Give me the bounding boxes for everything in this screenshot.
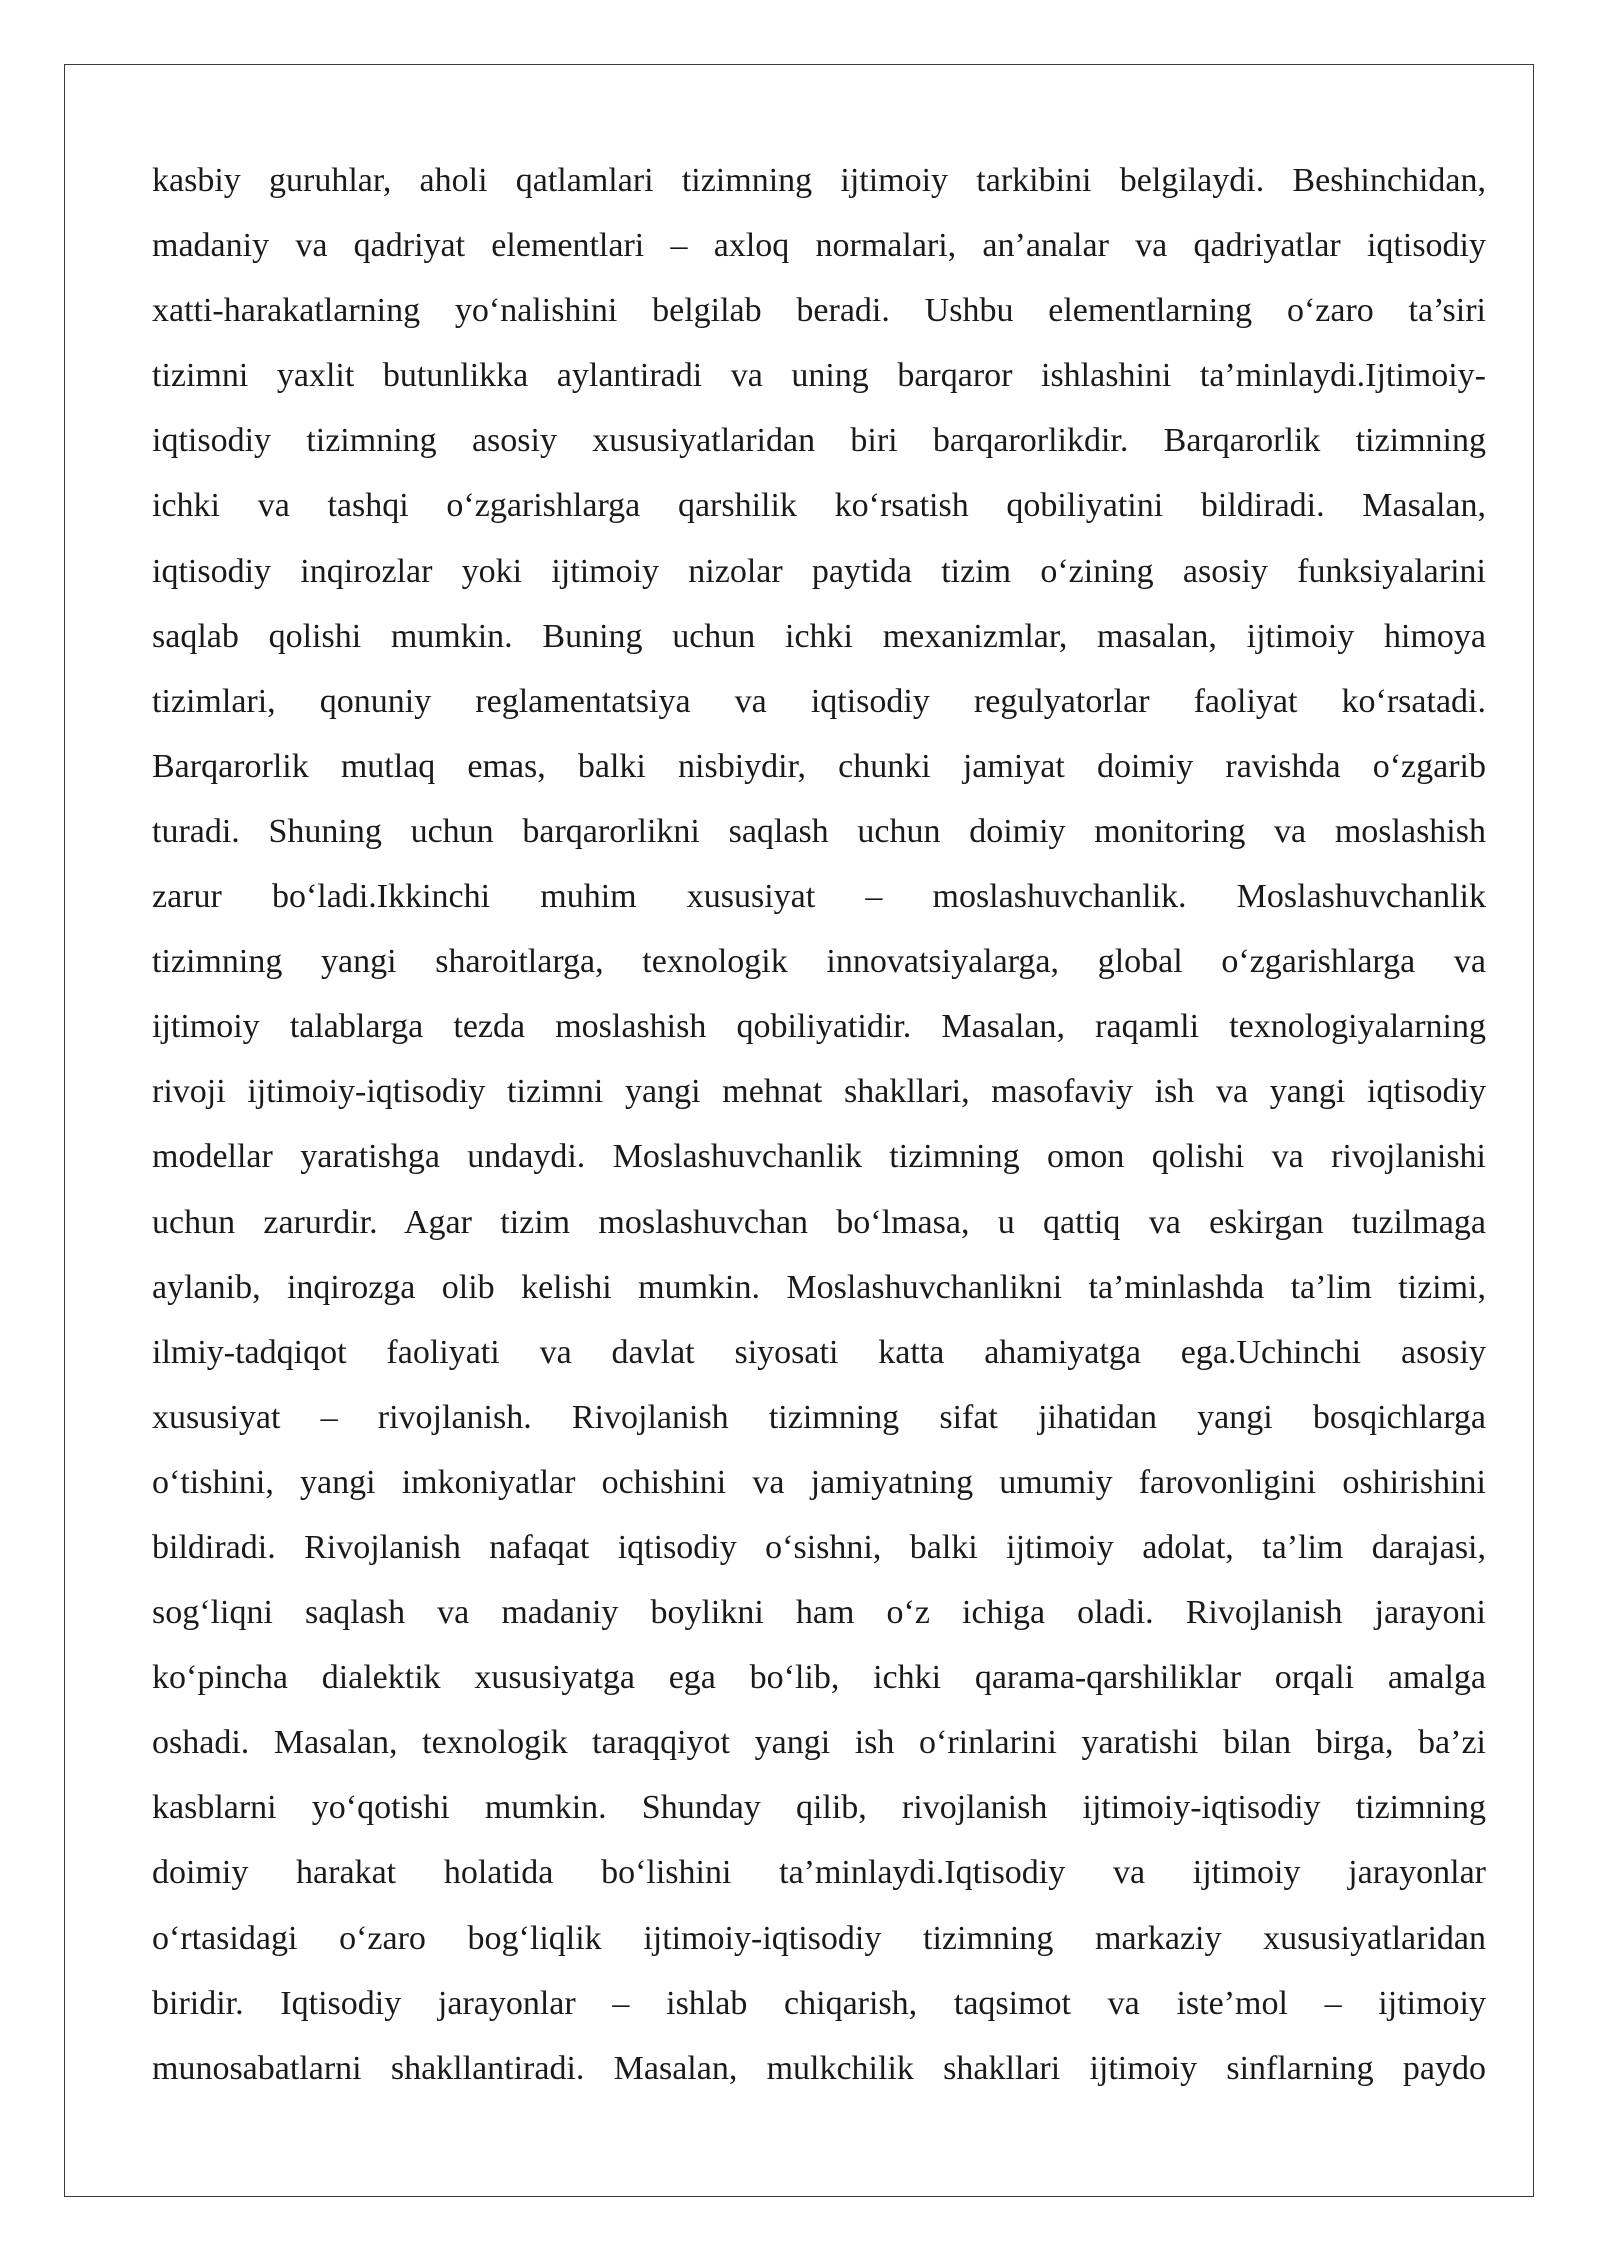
text-line-25: oshadi. Masalan, texnologik taraqqiyot yangi ish o‘rinlarini yaratishi bilan birga, ba’zi xyxy=(152,1724,1486,1762)
text-line-28: o‘rtasidagi o‘zaro bog‘liqlik ijtimoiy-iqtisodiy tizimning markaziy xususiyatlaridan xyxy=(152,1919,1486,1957)
text-line-20: xususiyat – rivojlanish. Rivojlanish tizimning sifat jihatidan yangi bosqichlarga xyxy=(152,1398,1486,1436)
text-line-14: ijtimoiy talablarga tezda moslashish qobiliyatidir. Masalan, raqamli texnologiyalarning xyxy=(152,1008,1486,1046)
text-line-1: kasbiy guruhlar, aholi qatlamlari tizimning ijtimoiy tarkibini belgilaydi. Beshinchidan, xyxy=(152,162,1486,199)
text-line-29: biridir. Iqtisodiy jarayonlar – ishlab chiqarish, taqsimot va iste’mol – ijtimoiy xyxy=(152,1984,1486,2022)
text-line-27: doimiy harakat holatida bo‘lishini ta’minlaydi.Iqtisodiy va ijtimoiy jarayonlar xyxy=(152,1854,1486,1892)
text-line-30: munosabatlarni shakllantiradi. Masalan, mulkchilik shakllari ijtimoiy sinflarning paydo xyxy=(152,2049,1486,2087)
text-line-6: ichki va tashqi o‘zgarishlarga qarshilik ko‘rsatish qobiliyatini bildiradi. Masalan, xyxy=(152,487,1486,525)
text-line-5: iqtisodiy tizimning asosiy xususiyatlaridan biri barqarorlikdir. Barqarorlik tizimning xyxy=(152,422,1486,460)
text-line-18: aylanib, inqirozga olib kelishi mumkin. Moslashuvchanlikni ta’minlashda ta’lim tizimi, xyxy=(152,1268,1486,1306)
text-line-11: turadi. Shuning uchun barqarorlikni saqlash uchun doimiy monitoring va moslashish xyxy=(152,812,1486,850)
text-line-24: ko‘pincha dialektik xususiyatga ega bo‘lib, ichki qarama-qarshiliklar orqali amalga xyxy=(152,1659,1486,1697)
document-body-text xyxy=(152,148,1486,2101)
text-line-26: kasblarni yo‘qotishi mumkin. Shunday qilib, rivojlanish ijtimoiy-iqtisodiy tizimning xyxy=(152,1789,1486,1827)
text-line-22: bildiradi. Rivojlanish nafaqat iqtisodiy o‘sishni, balki ijtimoiy adolat, ta’lim darajasi, xyxy=(152,1528,1486,1566)
text-line-4: tizimni yaxlit butunlikka aylantiradi va uning barqaror ishlashini ta’minlaydi.Ijtimoiy- xyxy=(152,357,1486,395)
text-line-10: Barqarorlik mutlaq emas, balki nisbiydir, chunki jamiyat doimiy ravishda o‘zgarib xyxy=(152,747,1486,785)
text-line-9: tizimlari, qonuniy reglamentatsiya va iqtisodiy regulyatorlar faoliyat ko‘rsatadi. xyxy=(152,682,1486,720)
text-line-23: sog‘liqni saqlash va madaniy boylikni ham o‘z ichiga oladi. Rivojlanish jarayoni xyxy=(152,1594,1486,1632)
text-line-16: modellar yaratishga undaydi. Moslashuvchanlik tizimning omon qolishi va rivojlanishi xyxy=(152,1138,1486,1176)
text-line-3: xatti-harakatlarning yo‘nalishini belgilab beradi. Ushbu elementlarning o‘zaro ta’siri xyxy=(152,292,1486,330)
text-line-2: madaniy va qadriyat elementlari – axloq normalari, an’analar va qadriyatlar iqtisodiy xyxy=(152,227,1486,265)
text-line-8: saqlab qolishi mumkin. Buning uchun ichki mexanizmlar, masalan, ijtimoiy himoya xyxy=(152,617,1486,655)
text-line-19: ilmiy-tadqiqot faoliyati va davlat siyosati katta ahamiyatga ega.Uchinchi asosiy xyxy=(152,1333,1486,1371)
text-line-13: tizimning yangi sharoitlarga, texnologik innovatsiyalarga, global o‘zgarishlarga va xyxy=(152,943,1486,981)
text-line-17: uchun zarurdir. Agar tizim moslashuvchan bo‘lmasa, u qattiq va eskirgan tuzilmaga xyxy=(152,1203,1486,1241)
text-line-7: iqtisodiy inqirozlar yoki ijtimoiy nizolar paytida tizim o‘zining asosiy funksiyalarini xyxy=(152,552,1486,590)
text-line-21: o‘tishini, yangi imkoniyatlar ochishini va jamiyatning umumiy farovonligini oshirishini xyxy=(152,1463,1486,1501)
text-line-12: zarur bo‘ladi.Ikkinchi muhim xususiyat – moslashuvchanlik. Moslashuvchanlik xyxy=(152,878,1486,916)
text-line-15: rivoji ijtimoiy-iqtisodiy tizimni yangi mehnat shakllari, masofaviy ish va yangi iqtisodiy xyxy=(152,1073,1486,1111)
